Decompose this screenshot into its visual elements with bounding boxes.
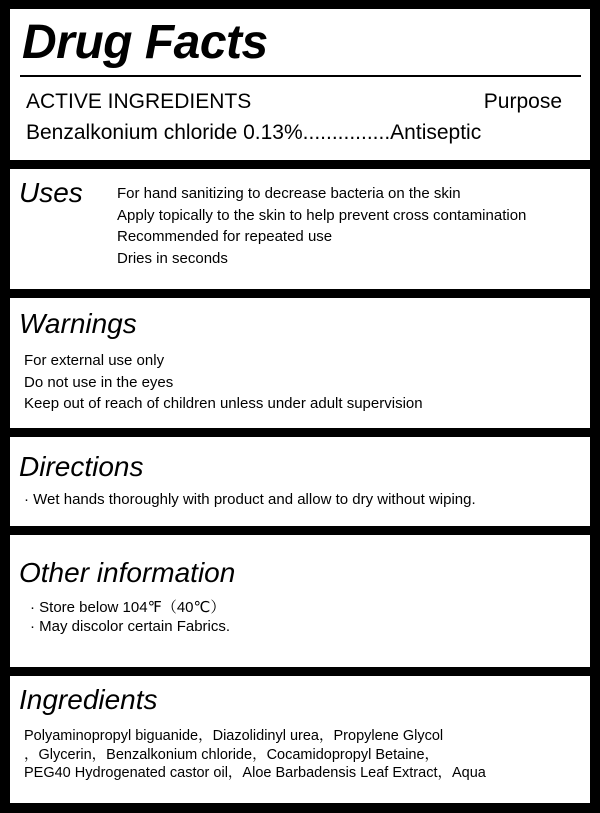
- ingredients-line: PEG40 Hydrogenated castor oil，Aloe Barbadensis Leaf Extract，Aqua: [24, 765, 486, 781]
- warnings-item: For external use only: [24, 352, 165, 369]
- active-ingredients-label: ACTIVE INGREDIENTS: [26, 90, 252, 113]
- uses-panel: [10, 169, 590, 289]
- directions-panel: [10, 437, 590, 526]
- uses-item: Apply topically to the skin to help prevent cross contamination: [117, 206, 527, 224]
- warnings-item: Do not use in the eyes: [24, 373, 174, 391]
- uses-item: Recommended for repeated use: [117, 228, 333, 245]
- uses-list: [117, 183, 526, 269]
- ingredients-line: Polyaminopropyl biguanide，Diazolidinyl urea，Propylene Glycol: [24, 728, 444, 744]
- ingredients-heading: Ingredients: [19, 684, 158, 715]
- ingredients-line: ，Glycerin，Benzalkonium chloride，Cocamidopropyl Betaine，: [24, 746, 440, 763]
- uses-item: Dries in seconds: [117, 249, 228, 267]
- other-information-item: · Store below 104℉（40℃）: [30, 599, 226, 616]
- warnings-panel: [10, 298, 590, 428]
- active-ingredient-line: Benzalkonium chloride 0.13%...............Antiseptic: [26, 121, 482, 144]
- drug-facts-header-panel: [10, 9, 590, 160]
- other-information-panel: [10, 535, 590, 667]
- warnings-list: [24, 350, 423, 415]
- other-information-list: [30, 598, 230, 636]
- ingredients-panel: [10, 676, 590, 803]
- purpose-label: Purpose: [483, 90, 562, 113]
- uses-item: For hand sanitizing to decrease bacteria on the skin: [117, 185, 461, 202]
- directions-list: [24, 490, 476, 510]
- page-title: Drug Facts: [22, 16, 268, 69]
- uses-heading: Uses: [19, 177, 83, 208]
- warnings-item: Keep out of reach of children unless under adult supervision: [24, 395, 423, 412]
- other-information-heading: Other information: [19, 557, 236, 588]
- active-ingredients-row: [26, 91, 562, 112]
- warnings-heading: Warnings: [19, 308, 137, 339]
- ingredients-text: [24, 727, 486, 783]
- directions-item: · Wet hands thoroughly with product and allow to dry without wiping.: [24, 491, 476, 508]
- directions-heading: Directions: [19, 451, 144, 482]
- other-information-item: · May discolor certain Fabrics.: [30, 618, 231, 635]
- title-divider: [20, 75, 581, 77]
